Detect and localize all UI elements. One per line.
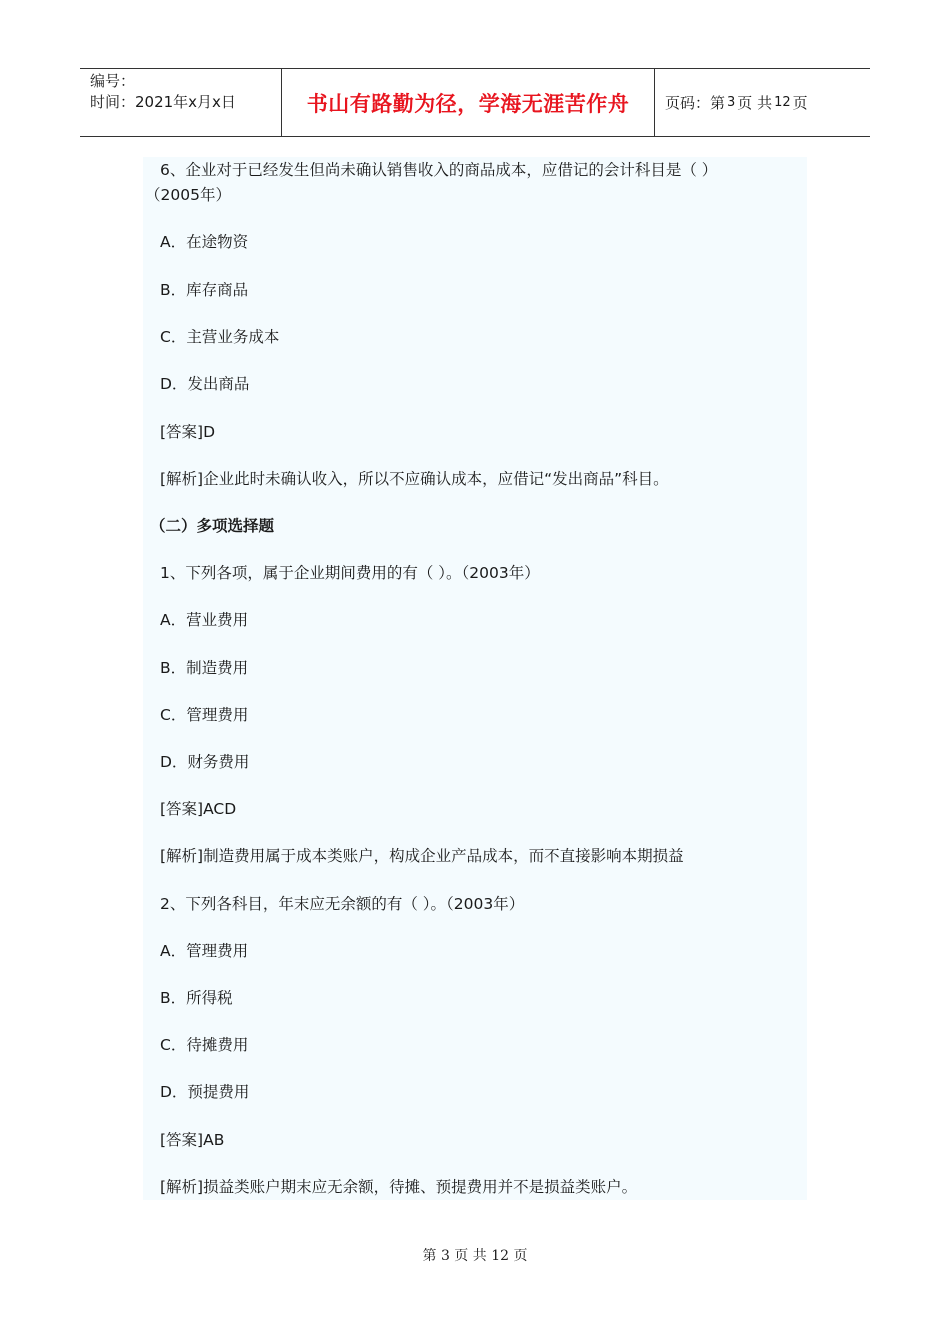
page-header: [80, 68, 870, 137]
m1-answer: [答案]ACD: [160, 800, 237, 818]
m1-analysis: [解析]制造费用属于成本类账户，构成企业产品成本，而不直接影响本期损益: [160, 847, 684, 865]
page-total: 12: [774, 95, 791, 110]
q6-option-d: D．发出商品: [160, 375, 250, 393]
m2-option-c: C．待摊费用: [160, 1036, 249, 1054]
header-page-number: [655, 69, 870, 136]
q6-answer: [答案]D: [160, 423, 216, 441]
m2-option-b: B．所得税: [160, 989, 233, 1007]
q6-option-a: A．在途物资: [160, 233, 249, 251]
q6-option-c: C．主营业务成本: [160, 328, 280, 346]
m1-option-b: B．制造费用: [160, 659, 249, 677]
question-6-text: 6、企业对于已经发生但尚未确认销售收入的商品成本，应借记的会计科目是（ ）: [160, 161, 718, 179]
document-number-label: 编号：: [90, 72, 136, 90]
page-mid-label: 页 共: [737, 94, 773, 112]
header-motto: 书山有路勤为径，学海无涯苦作舟: [282, 69, 655, 136]
q6-option-b: B．库存商品: [160, 281, 249, 299]
page-current: 3: [727, 95, 736, 110]
m2-analysis: [解析]损益类账户期末应无余额，待摊、预提费用并不是损益类账户。: [160, 1178, 638, 1196]
section-title-multiple-choice: （二）多项选择题: [150, 517, 275, 535]
header-meta: [80, 69, 282, 136]
page-label: 页码：第: [665, 94, 726, 112]
m1-option-c: C．管理费用: [160, 706, 249, 724]
m2-option-a: A．管理费用: [160, 942, 249, 960]
q6-analysis: [解析]企业此时未确认收入，所以不应确认成本，应借记“发出商品”科目。: [160, 470, 669, 488]
multi-question-2-text: 2、下列各科目，年末应无余额的有（ ）。（2003年）: [160, 895, 525, 913]
m1-option-d: D．财务费用: [160, 753, 250, 771]
m2-answer: [答案]AB: [160, 1131, 225, 1149]
document-time-label: 时间：2021年x月x日: [90, 93, 236, 111]
multi-question-1-text: 1、下列各项，属于企业期间费用的有（ ）。（2003年）: [160, 564, 540, 582]
m2-option-d: D．预提费用: [160, 1083, 250, 1101]
page-suffix: 页: [792, 94, 808, 112]
m1-option-a: A．营业费用: [160, 611, 249, 629]
page-footer: 第 3 页 共 12 页: [422, 1248, 528, 1264]
question-6-text-cont: （2005年）: [145, 186, 231, 204]
